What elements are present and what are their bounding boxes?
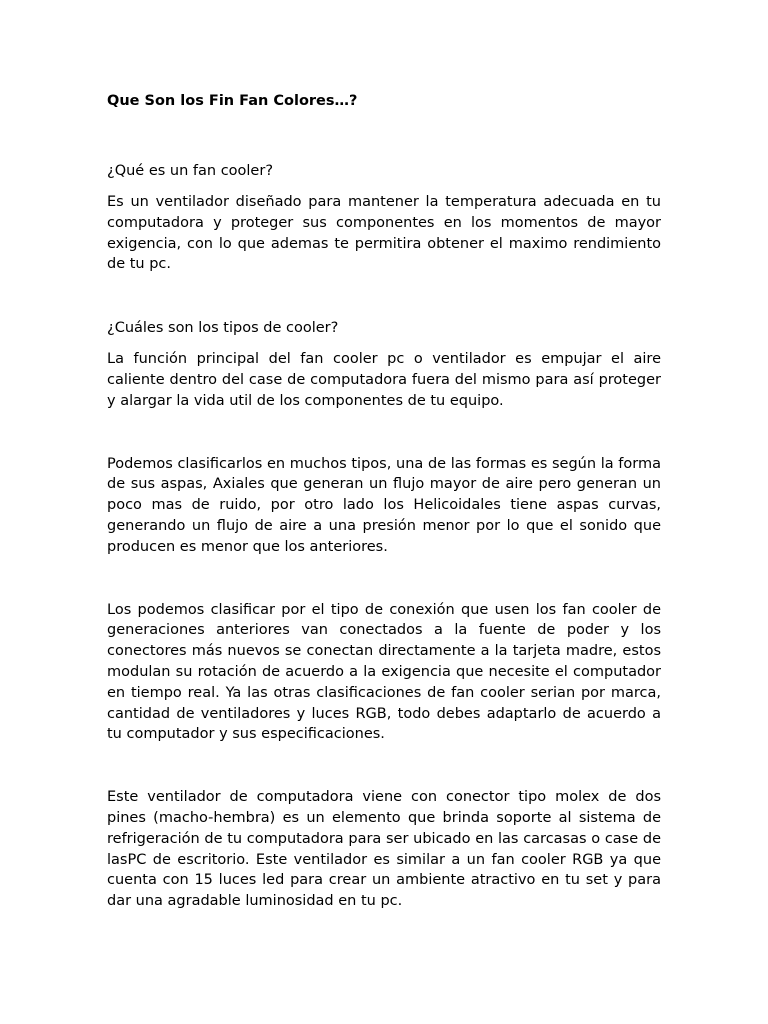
paragraph-molex-fan: Este ventilador de computadora viene con conector tipo molex de dos pines (macho-hembra) es un elemento que brinda soporte al sistema de refrigeración de tu computadora para ser ubicado en las carcasas o case de lasPC de escritorio. Este ventilador es similar a un fan cooler RGB ya que cuenta con 15 luces led para crear un ambiente atractivo en tu set y para dar una agradable luminosidad en tu pc. <box>107 789 661 910</box>
question-cooler-types: ¿Cuáles son los tipos de cooler? <box>107 320 339 337</box>
paragraph-main-function: La función principal del fan cooler pc o ventilador es empujar el aire caliente dentro del case de computadora fuera del mismo para así proteger y alargar la vida util de los componentes de tu equipo. <box>107 351 661 409</box>
document-title: Que Son los Fin Fan Colores…? <box>107 93 358 109</box>
document-body <box>107 91 661 912</box>
paragraph-blade-classification: Podemos clasificarlos en muchos tipos, una de las formas es según la forma de sus aspas, Axiales que generan un flujo mayor de aire pero generan un poco mas de ruido, por otro lado los Helicoidales tiene aspas curvas, generando un flujo de aire a una presión menor por lo que el sonido que producen es menor que los anteriores. <box>107 455 661 555</box>
paragraph-connection-classification: Los podemos clasificar por el tipo de conexión que usen los fan cooler de generaciones anteriores van conectados a la fuente de poder y los conectores más nuevos se conectan directamente a la tarjeta madre, estos modulan su rotación de acuerdo a la exigencia que necesite el computador en tiempo real. Ya las otras clasificaciones de fan cooler serian por marca, cantidad de ventiladores y luces RGB, todo debes adaptarlo de acuerdo a tu computador y sus especificaciones. <box>107 601 661 743</box>
question-what-is-fan-cooler: ¿Qué es un fan cooler? <box>107 163 274 179</box>
paragraph-definition: Es un ventilador diseñado para mantener la temperatura adecuada en tu computadora y proteger sus componentes en los momentos de mayor exigencia, con lo que ademas te permitira obtener el maximo rendimiento de tu pc. <box>107 194 661 273</box>
